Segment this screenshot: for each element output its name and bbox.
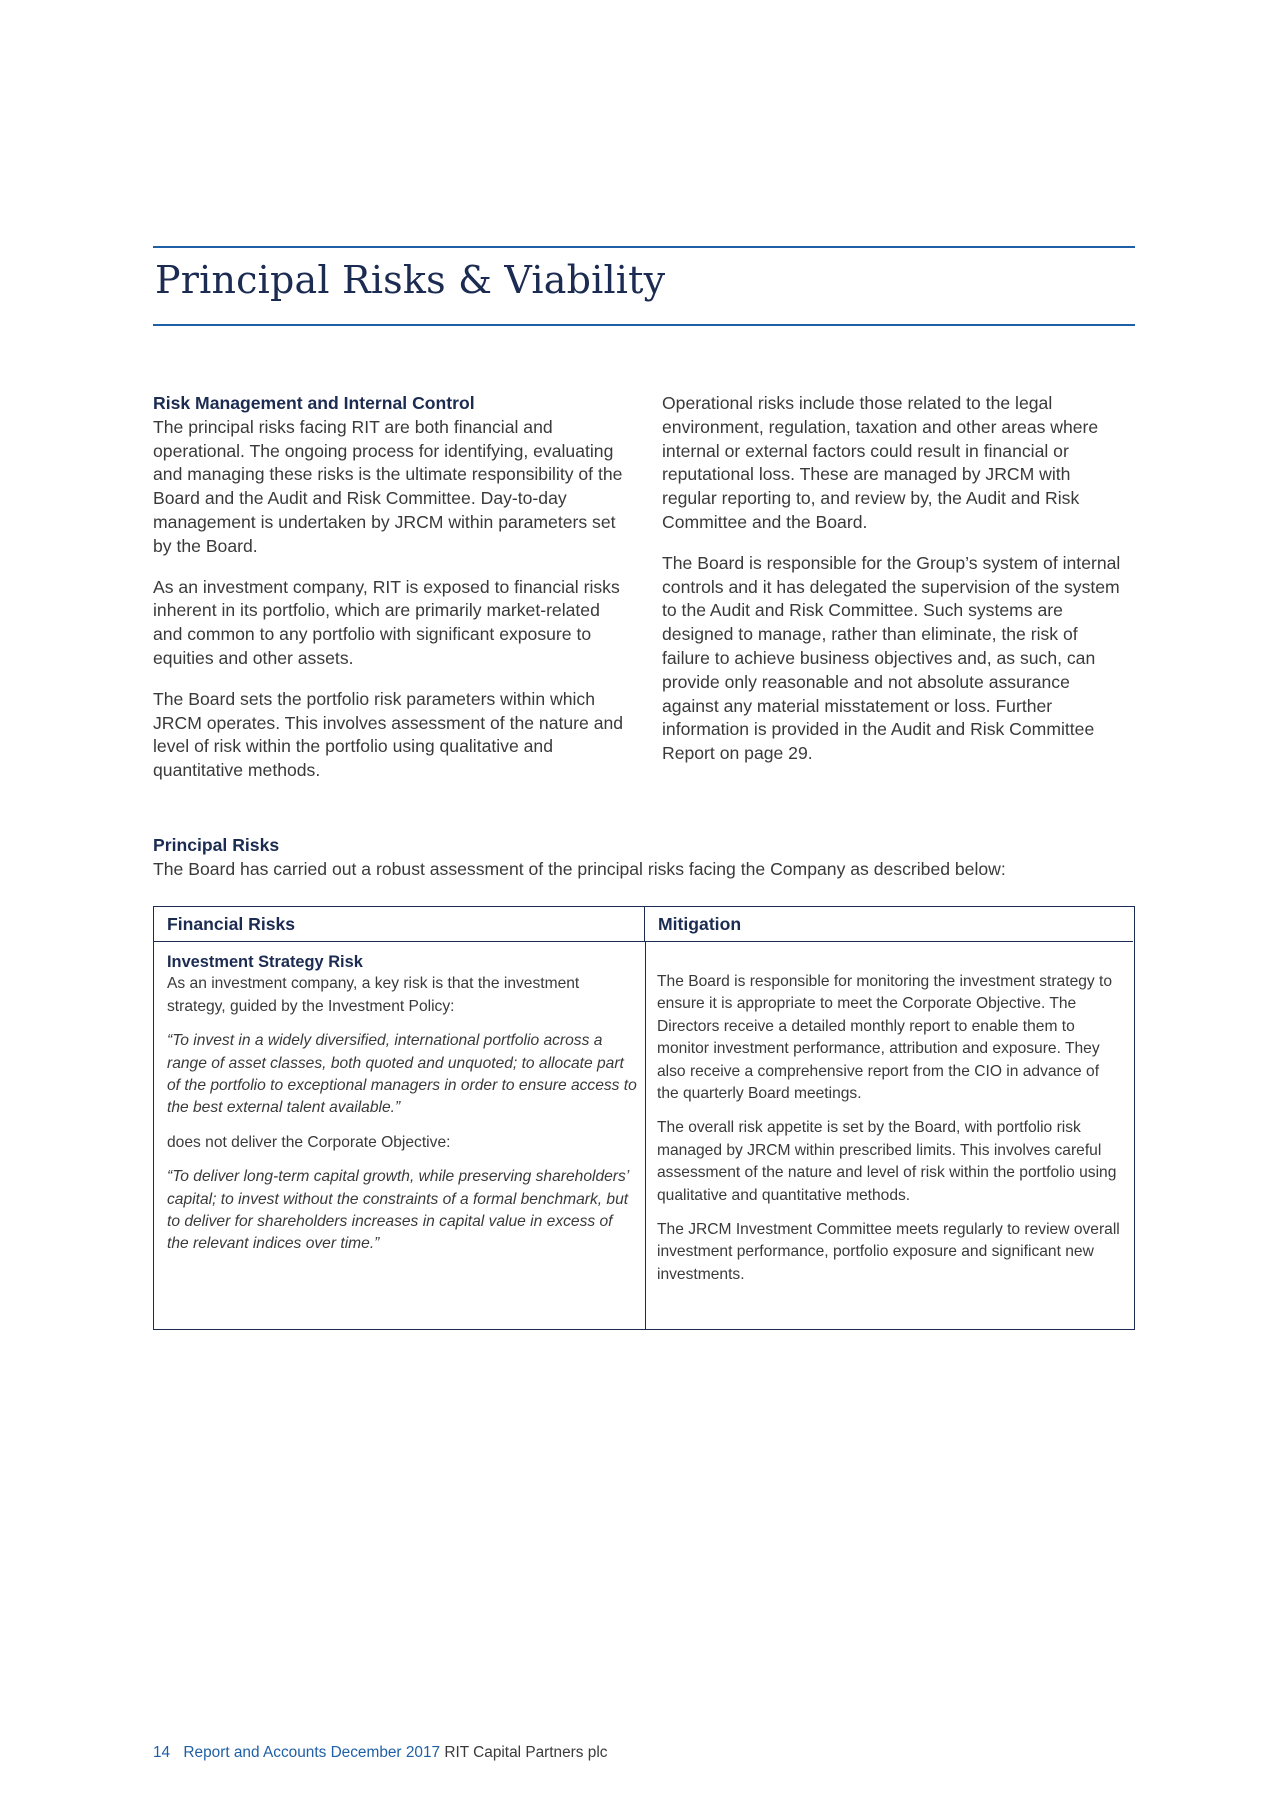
risk-intro: As an investment company, a key risk is that the investment strategy, guided by the Investment Policy: (167, 975, 580, 1015)
right-paragraph-2: The Board is responsible for the Group’s system of internal controls and it has delegated the supervision of the system to the Audit and Risk Committee. Such systems are designed to manage, rather than eliminate, the risk of failure to achieve business objectives and, as such, can provide only reasonable and not absolute assurance against any material misstatement or loss. Further information is provided in the Audit and Risk Committee Report on page 29. (662, 552, 1121, 764)
page-footer (153, 1744, 607, 1762)
principal-risks-intro: The Board has carried out a robust assessment of the principal risks facing the Company as described below: (153, 858, 1006, 879)
principal-risks-section (153, 834, 1135, 882)
left-paragraph-3: The Board sets the portfolio risk parameters within which JRCM operates. This involves assessment of the nature and level of risk within the portfolio using qualitative and quantitative methods. (153, 688, 624, 781)
right-column (662, 392, 1127, 783)
right-paragraph-1: Operational risks include those related to the legal environment, regulation, taxation and other areas where internal or external factors could result in financial or reputational loss. These are managed by JRCM with regular reporting to, and review by, the Audit and Risk Committee and the Board. (662, 393, 1099, 532)
page-title: Principal Risks & Viability (155, 258, 666, 302)
section-heading-risk-management: Risk Management and Internal Control (153, 393, 475, 413)
mitigation-paragraph-3: The JRCM Investment Committee meets regularly to review overall investment performance, portfolio exposure and significant new investments. (657, 1221, 1120, 1283)
mitigation-cell (657, 971, 1125, 1298)
left-paragraph-2: As an investment company, RIT is exposed to financial risks inherent in its portfolio, which are primarily market-related and common to any portfolio with significant exposure to equities and other assets. (153, 576, 620, 668)
paragraph-text: The principal risks facing RIT are both financial and operational. The ongoing process for identifying, evaluating and managing these risks is the ultimate responsibility of the Board and the Audit and Risk Committee. Day-to-day management is undertaken by JRCM within parameters set by the Board. (153, 416, 623, 556)
mitigation-paragraph-2: The overall risk appetite is set by the Board, with portfolio risk managed by JRCM within prescribed limits. This involves careful assessment of the nature and level of risk within the portfolio using qualitative and quantitative methods. (657, 1119, 1117, 1204)
risk-table (153, 906, 1135, 1330)
mitigation-paragraph-1: The Board is responsible for monitoring the investment strategy to ensure it is appropriate to meet the Corporate Objective. The Directors receive a detailed monthly report to enable them to monitor investment performance, attribution and exposure. They also receive a comprehensive report from the CIO in advance of the quarterly Board meetings. (657, 973, 1113, 1103)
section-heading-principal-risks: Principal Risks (153, 835, 280, 855)
title-bottom-rule (153, 324, 1135, 326)
table-column-divider (645, 942, 646, 1329)
table-header-financial-risks: Financial Risks (154, 907, 645, 942)
financial-risk-cell (167, 951, 637, 1268)
risk-middle-text: does not deliver the Corporate Objective: (167, 1133, 451, 1151)
title-top-rule (153, 246, 1135, 248)
table-header-mitigation: Mitigation (645, 907, 1133, 942)
left-column (153, 392, 631, 800)
risk-title: Investment Strategy Risk (167, 953, 363, 971)
left-paragraph-1 (153, 392, 631, 559)
investment-policy-quote: “To invest in a widely diversified, international portfolio across a range of asset classes, both quoted and unquoted; to allocate part of the portfolio to exceptional managers in order to ensure access to the best external talent available.” (167, 1032, 637, 1117)
footer-publication: Report and Accounts December 2017 (183, 1744, 441, 1761)
corporate-objective-quote: “To deliver long-term capital growth, while preserving shareholders’ capital; to invest without the constraints of a formal benchmark, but to deliver for shareholders increases in capital value in excess of the relevant indices over time.” (167, 1168, 629, 1253)
footer-company: RIT Capital Partners plc (444, 1744, 608, 1761)
page-number: 14 (153, 1744, 171, 1761)
